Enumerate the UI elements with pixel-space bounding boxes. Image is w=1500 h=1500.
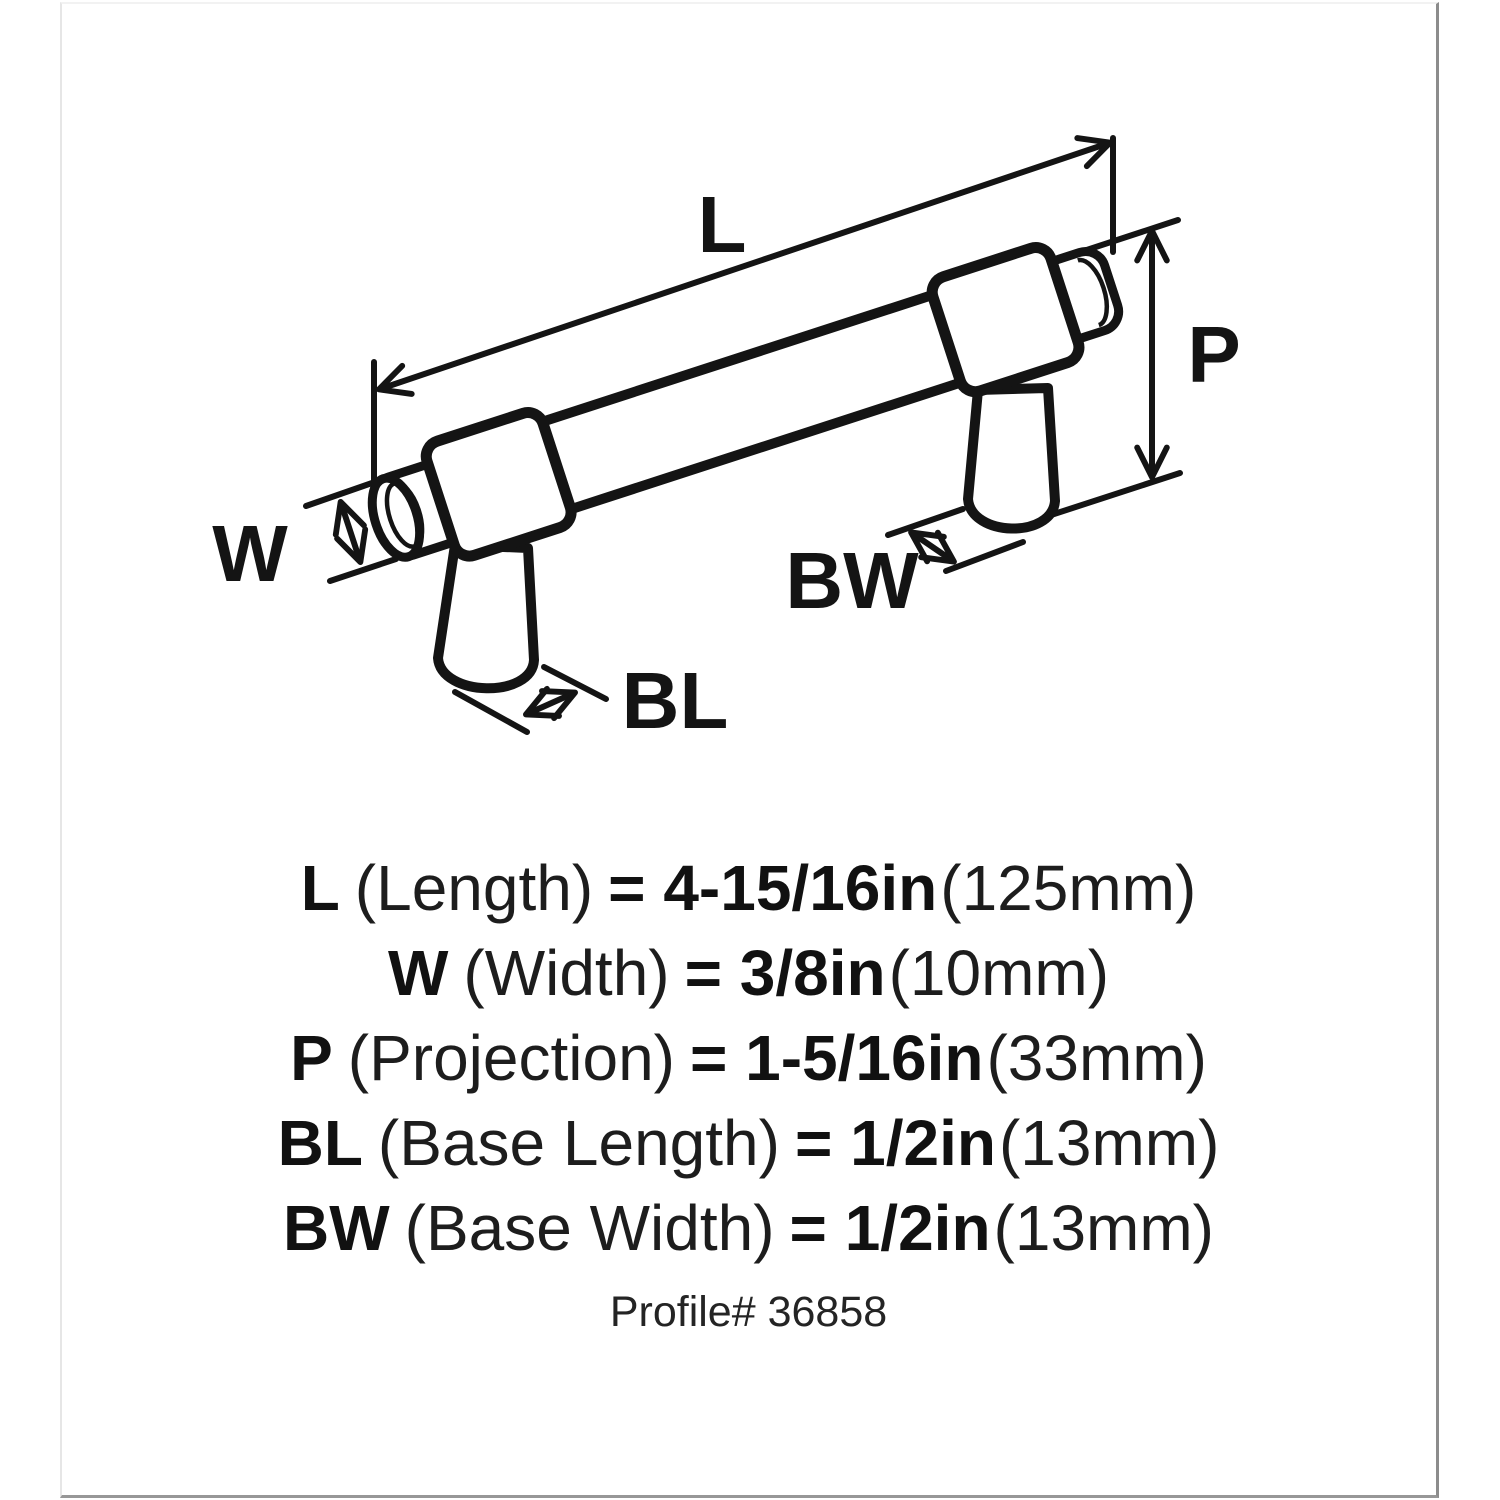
spec-metric: (13mm) (993, 1192, 1214, 1264)
spec-label: (Width) (463, 937, 670, 1009)
profile-number: Profile# 36858 (609, 1288, 888, 1336)
spec-symbol: W (387, 937, 449, 1009)
spec-line-length (60, 846, 1437, 931)
spec-line-width (60, 931, 1437, 1016)
spec-label: (Base Width) (404, 1192, 775, 1264)
tick (455, 692, 527, 732)
spec-symbol: BW (283, 1192, 390, 1264)
tick (946, 542, 1023, 571)
spec-metric: (10mm) (888, 937, 1110, 1009)
spec-value: = 1/2in (794, 1107, 996, 1179)
spec-metric: (13mm) (998, 1107, 1220, 1179)
label-base-width: BW (785, 536, 919, 625)
spec-line-base-width (60, 1186, 1437, 1271)
spec-label: (Base Length) (377, 1107, 780, 1179)
tick (1048, 473, 1180, 516)
spec-line-projection (60, 1016, 1437, 1101)
dim-line-base-length (527, 693, 574, 714)
spec-line-base-length (60, 1101, 1437, 1186)
handle-bar (533, 289, 980, 512)
dim-line-width (341, 503, 360, 561)
left-mounting-post (438, 545, 534, 688)
spec-value: = 1-5/16in (689, 1022, 984, 1094)
spec-label: (Projection) (347, 1022, 675, 1094)
label-projection: P (1187, 310, 1241, 399)
tick (330, 559, 396, 581)
label-width: W (212, 509, 288, 598)
spec-symbol: BL (277, 1107, 363, 1179)
spec-value: = 3/8in (684, 937, 886, 1009)
spec-metric: (125mm) (940, 852, 1197, 924)
spec-value: = 4-15/16in (608, 852, 938, 924)
spec-value: = 1/2in (789, 1192, 991, 1264)
spec-label: (Length) (354, 852, 594, 924)
spec-metric: (33mm) (986, 1022, 1207, 1094)
spec-symbol: P (290, 1022, 333, 1094)
label-base-length: BL (621, 656, 729, 745)
tick (888, 509, 963, 535)
spec-symbol: L (300, 852, 340, 924)
spec-block (60, 846, 1437, 1337)
label-length: L (697, 180, 747, 269)
right-mounting-post (968, 388, 1055, 529)
